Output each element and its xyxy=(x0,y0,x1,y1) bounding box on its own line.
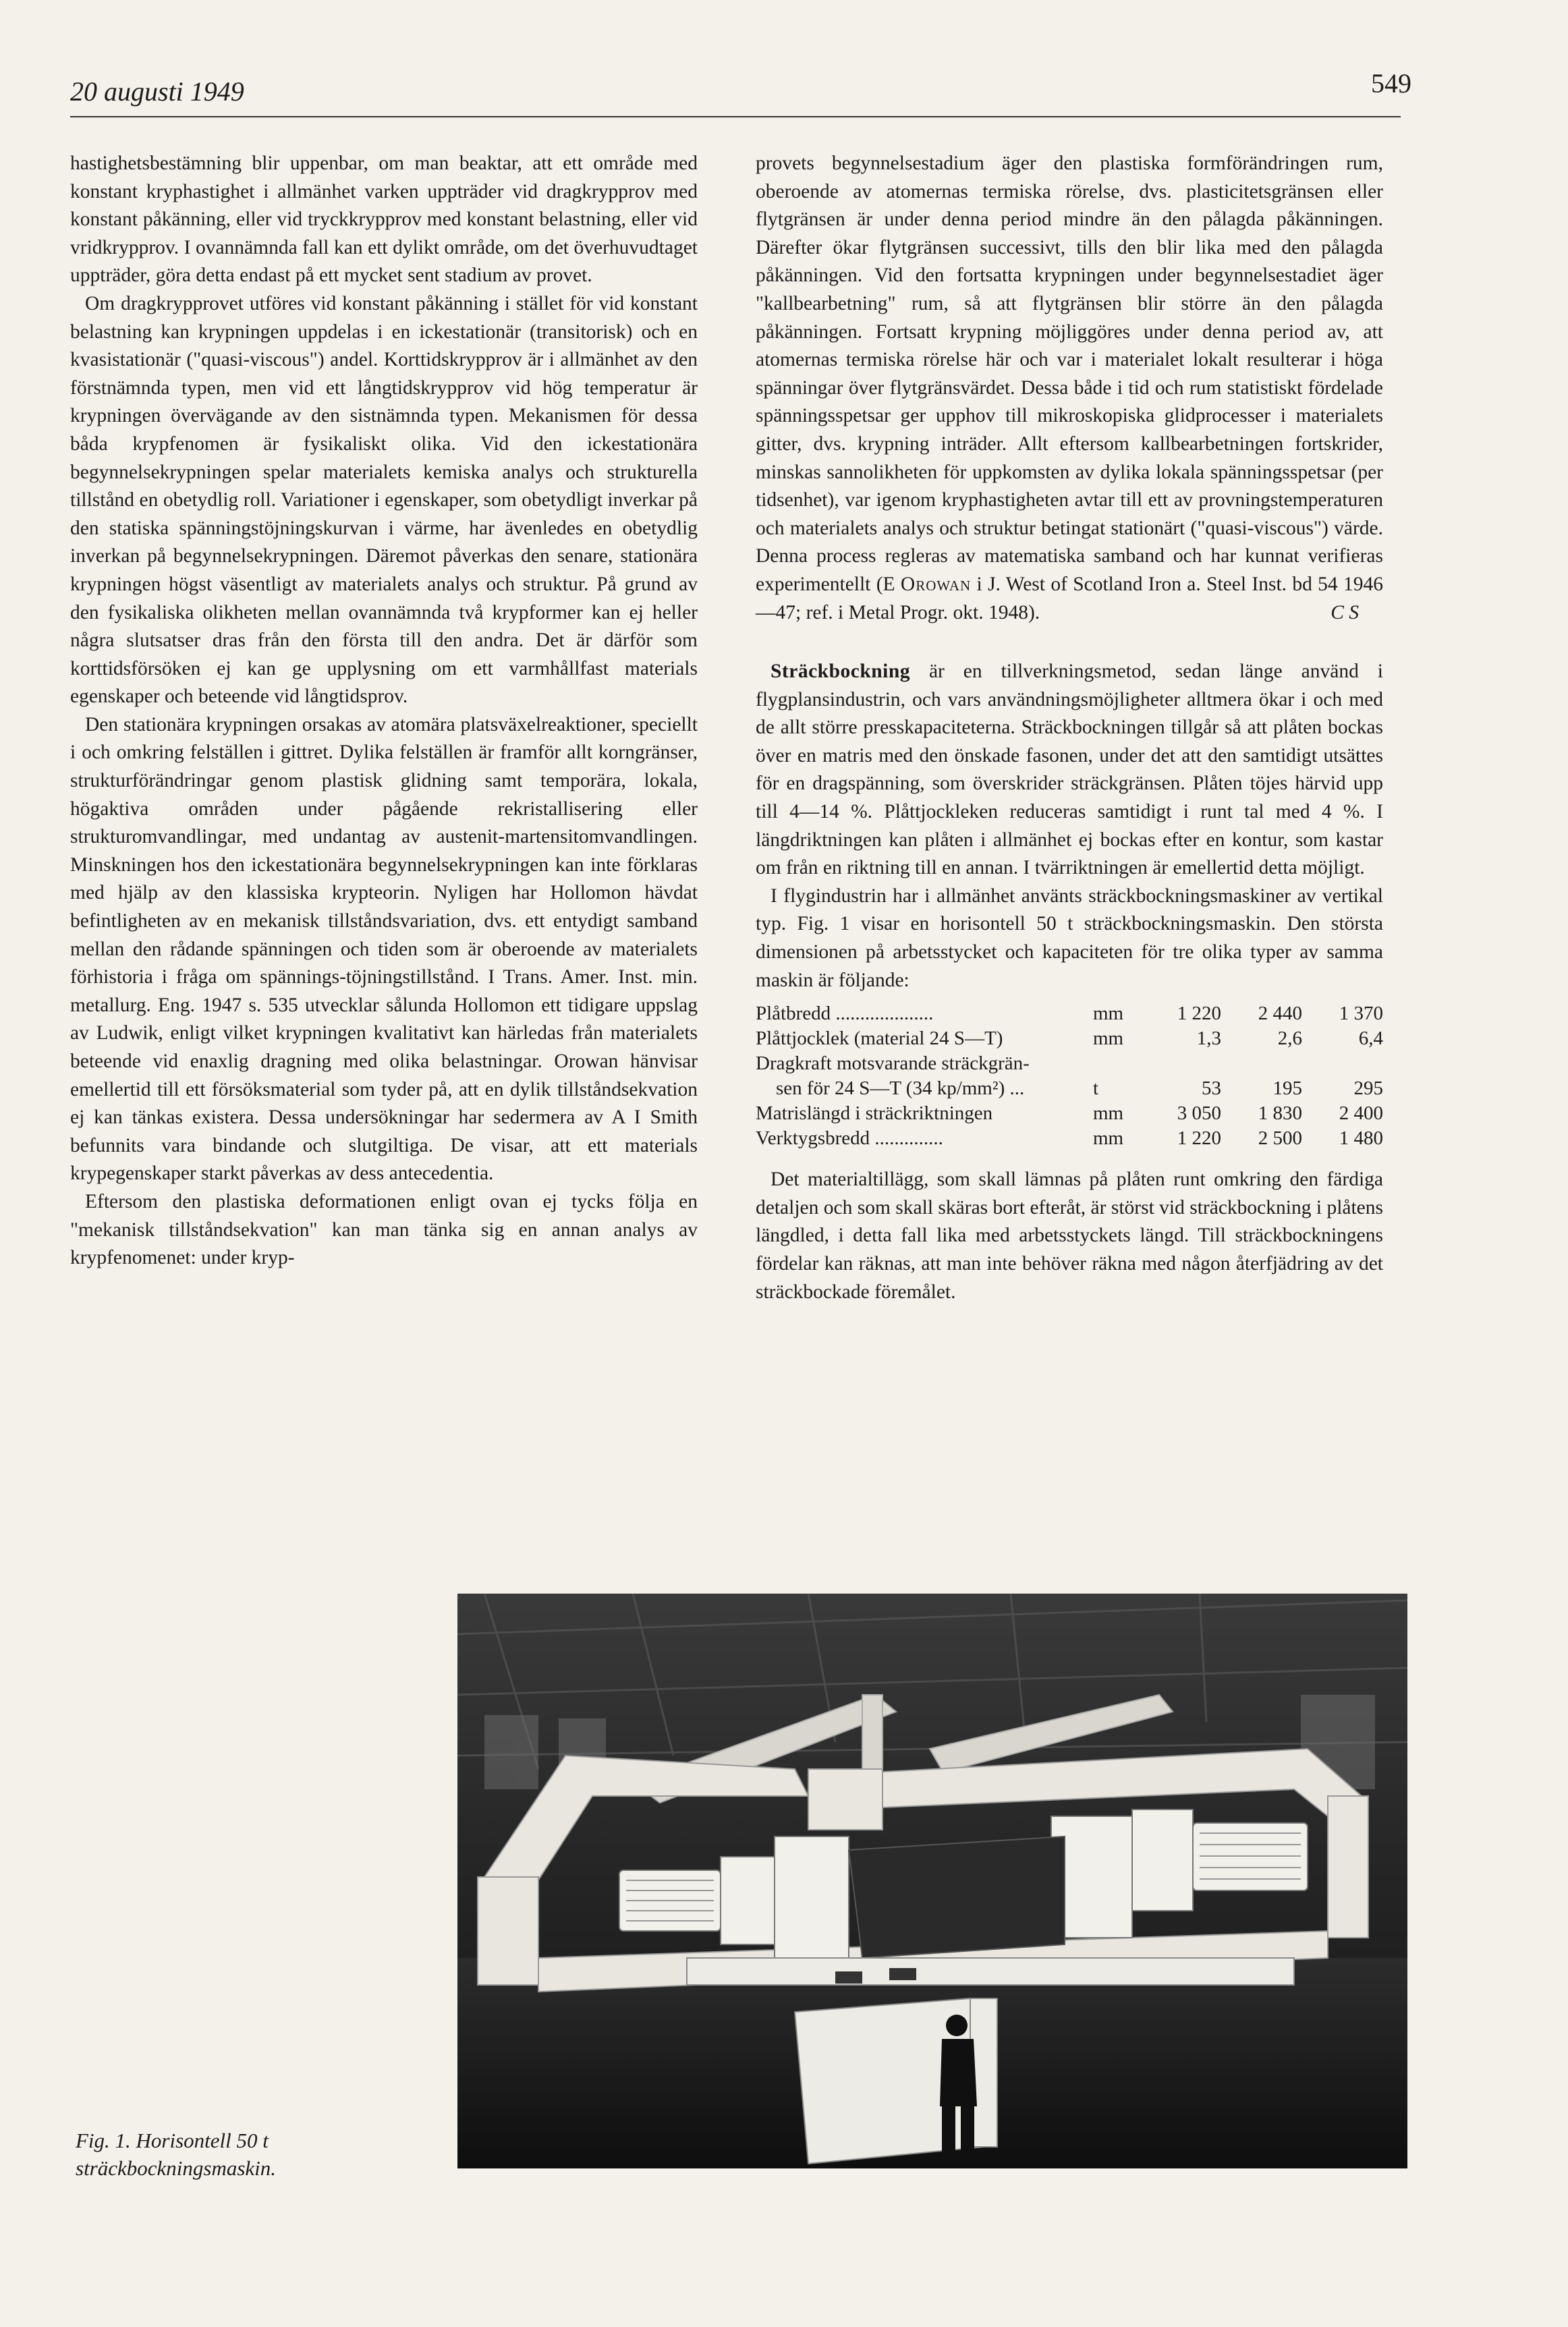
cell-value: 1 480 xyxy=(1339,1127,1383,1150)
page-number: 549 xyxy=(1371,68,1411,99)
paragraph: Om dragkrypprovet utföres vid konstant påkänning i stället för vid konstant belastning kan krypningen uppdelas i en ickestationär (transitorisk) och en kvasistationär ("quasi-viscous") andel. Korttidskrypprov är i allmänhet av den förstnämnda typen, men vid ett långtidskrypprov vid hög temperatur är krypningen övervägande av den sistnämnda typen. Mekanismen för dessa båda krypfenomen är fysikaliskt olika. Vid den ickestationära begynnelsekrypningen spelar materialets kemiska analys och strukturella tillstånd en obetydlig roll. Variationer i egenskaper, som obetydligt inverkar på den statiska spänningstöjningskurvan i värme, har ävenledes en obetydlig inverkan på begynnelsekrypningen. Däremot påverkas den senare, stationära krypningen högst väsentligt av materialets analys och struktur. På grund av den fysikaliska olikheten mellan ovannämnda två krypformer kan ej heller några slutsatser dras från den första till den andra. Det är därför som korttidsförsöken ej kan ge upplysning om ett varmhållfast materials egenskaper och beteende vid långtidsprov. xyxy=(70,292,698,708)
header-rule xyxy=(70,116,1401,117)
stretch-forming-machine-photo xyxy=(457,1594,1407,2168)
figure-photo xyxy=(457,1594,1407,2168)
table-row xyxy=(756,1076,1383,1101)
cell-value: 6,4 xyxy=(1358,1028,1383,1050)
cell-value: 2,6 xyxy=(1277,1028,1302,1050)
cell-value: 3 050 xyxy=(1177,1102,1221,1125)
row-unit: mm xyxy=(1093,1102,1124,1125)
paragraph xyxy=(756,658,1383,882)
row-unit: mm xyxy=(1093,1003,1124,1025)
figure-caption: Fig. 1. Horisontell 50 t sträckbockningsmaskin. xyxy=(76,2129,277,2180)
paragraph-text: provets begynnelsestadium äger den plastiska formförändringen rum, oberoende av atomernas termiska rörelse, dvs. plasticitetsgränsen eller flytgränsen är under denna period mindre än den pålagda påkänningen. Därefter ökar flytgränsen successivt, tills den blir lika med den pålagda påkänningen. Vid den fortsatta krypningen under begynnelsestadiet äger "kallbearbetning" rum, så att flytgränsen blir större än den pålagda påkänningen. Fortsatt krypning möjliggöres under denna period av, att atomernas termiska rörelse här och var i materialet lokalt resulterar i höga spänningar över flytgränsvärdet. Dessa både i tid och rum statistiskt fördelade spänningsspetsar ger upphov till mikroskopiska glidprocesser i materialets gitter, dvs. krypning inträder. Allt eftersom kallbearbetningen fortskrider, minskas sannolikheten för uppkomsten av dylika lokala spänningsspetsar (per tidsenhet), var igenom kryphastigheten avtar till ett av provningstemperaturen och materialets analys och struktur betingat stationärt ("quasi-viscous") värde. Denna process regleras av matematiska samband och har kunnat verifieras experimentellt (E xyxy=(756,152,1383,595)
paragraph xyxy=(756,150,1383,627)
cell-value: 53 xyxy=(1202,1077,1221,1100)
left-column xyxy=(70,150,698,1272)
paragraph: Den stationära krypningen orsakas av atomära platsväxelreaktioner, speciellt i och omkring felställen i gittret. Dylika felställen är framför allt korngränser, strukturförändringar genom plastisk glidning samt temporära, lokala, högaktiva områden under pågående rekristallisering eller strukturomvandlingar, med undantag av austenit-martensitomvandlingen. Minskningen hos den ickestationära begynnelsekrypningen kan inte förklaras med hjälp av den klassiska krypteorin. Nyligen har Hollomon hävdat befintligheten av en mekanisk tillståndsvariation, dvs. ett entydigt samband mellan den rådande spänningen och tiden som är oberoende av materialets förhistoria i fråga om spännings-töjningstillstånd. I Trans. Amer. Inst. min. metallurg. Eng. 1947 s. 535 utvecklar sålunda Hollomon ett tidigare uppslag av Ludwik, enligt vilket krypningen kvalitativt kan härledas från materialets beteende vid enaxlig dragning med olika belastningar. Orowan hänvisar emellertid till ett försöksmaterial som tyder på, att en dylik tillståndsekvation ej kan tänkas existera. Dessa undersökningar har sedermera av A I Smith befunnits vara bindande och slutgiltiga. De visar, att ett materials krypegenskaper starkt påverkas av dess antecedentia. xyxy=(70,713,698,1185)
cell-value: 2 500 xyxy=(1258,1127,1302,1150)
row-label: Verktygsbredd .............. xyxy=(756,1127,943,1150)
cell-value: 2 440 xyxy=(1258,1003,1302,1025)
table-row xyxy=(756,1026,1383,1051)
cell-value: 195 xyxy=(1272,1077,1302,1100)
row-unit: mm xyxy=(1093,1028,1124,1050)
right-column xyxy=(756,150,1383,1306)
cell-value: 295 xyxy=(1353,1077,1383,1100)
paragraph: hastighetsbestämning blir uppenbar, om man beaktar, att ett område med konstant kryphastighet i allmänhet varken uppträder vid dragkrypprov med konstant påkänning, eller vid tryckkrypprov med konstant belastning, eller vid vridkrypprov. I ovannämnda fall kan ett dylikt område, om det överhuvudtaget uppträder, göra detta endast på ett mycket sent stadium av provet. xyxy=(70,152,698,287)
paragraph-text: är en tillverkningsmetod, sedan länge använd i flygplansindustrin, och vars användningsmöjligheter alltmera ökar i och med de allt större presskapaciteterna. Sträckbockningen tillgår så att plåten bockas över en matris med den önskade fasonen, under det att den samtidigt utsättes för en dragspänning, som överskrider sträckgränsen. Plåten töjes härvid upp till 4—14 %. Plåttjockleken reduceras samtidigt i runt tal med 4 %. I längdriktningen kan plåten i allmänhet ej bockas efter en kontur, som kastar om från en riktning till en annan. I tvärriktningen är emellertid detta möjligt. xyxy=(756,661,1383,879)
cell-value: 1 370 xyxy=(1339,1003,1383,1025)
cell-value: 1 830 xyxy=(1258,1102,1302,1125)
row-unit: t xyxy=(1093,1077,1099,1100)
citation: i J. West of Scotland Iron a. Steel Inst. bd 54 1946—47; ref. i Metal Progr. okt. 1948). xyxy=(756,573,1384,623)
cell-value: 2 400 xyxy=(1339,1102,1383,1125)
spec-table xyxy=(756,1001,1383,1151)
row-label: Plåttjocklek (material 24 S—T) xyxy=(756,1028,1003,1050)
paragraph: Det materialtillägg, som skall lämnas på plåten runt omkring den färdiga detaljen och som skall skäras bort efteråt, är störst vid sträckbockning i plåtens längdled, i detta fall lika med arbetsstyckets längd. Till sträckbockningens fördelar kan räknas, att man inte behöver räkna med någon återfjädring av det sträckbockade föremålet. xyxy=(756,1169,1383,1303)
table-row xyxy=(756,1101,1383,1126)
row-label: Matrislängd i sträckriktningen xyxy=(756,1102,993,1125)
author-name: Orowan xyxy=(900,573,972,595)
paragraph: I flygindustrin har i allmänhet använts sträckbockningsmaskiner av vertikal typ. Fig. 1 visar en horisontell 50 t sträckbockningsmaskin. Den största dimensionen på arbetsstycket och kapaciteten för tre olika typer av samma maskin är följande: xyxy=(756,885,1383,991)
cell-value: 1 220 xyxy=(1177,1003,1221,1025)
row-label: sen för 24 S—T (34 kp/mm²) ... xyxy=(776,1077,1025,1100)
cell-value: 1,3 xyxy=(1196,1028,1221,1050)
running-header-date: 20 augusti 1949 xyxy=(70,76,244,107)
row-unit: mm xyxy=(1093,1127,1124,1150)
table-row xyxy=(756,1126,1383,1151)
section-title: Sträckbockning xyxy=(771,661,910,683)
table-row xyxy=(756,1001,1383,1026)
author-signature: C S xyxy=(1331,601,1359,623)
paragraph: Eftersom den plastiska deformationen enligt ovan ej tycks följa en "mekanisk tillståndsekvation" kan man tänka sig en annan analys av krypfenomenet: under kryp- xyxy=(70,1190,698,1269)
row-label: Plåtbredd .................... xyxy=(756,1003,934,1025)
cell-value: 1 220 xyxy=(1177,1127,1221,1150)
row-label: Dragkraft motsvarande sträckgrän- xyxy=(756,1053,1030,1075)
table-row xyxy=(756,1051,1383,1076)
